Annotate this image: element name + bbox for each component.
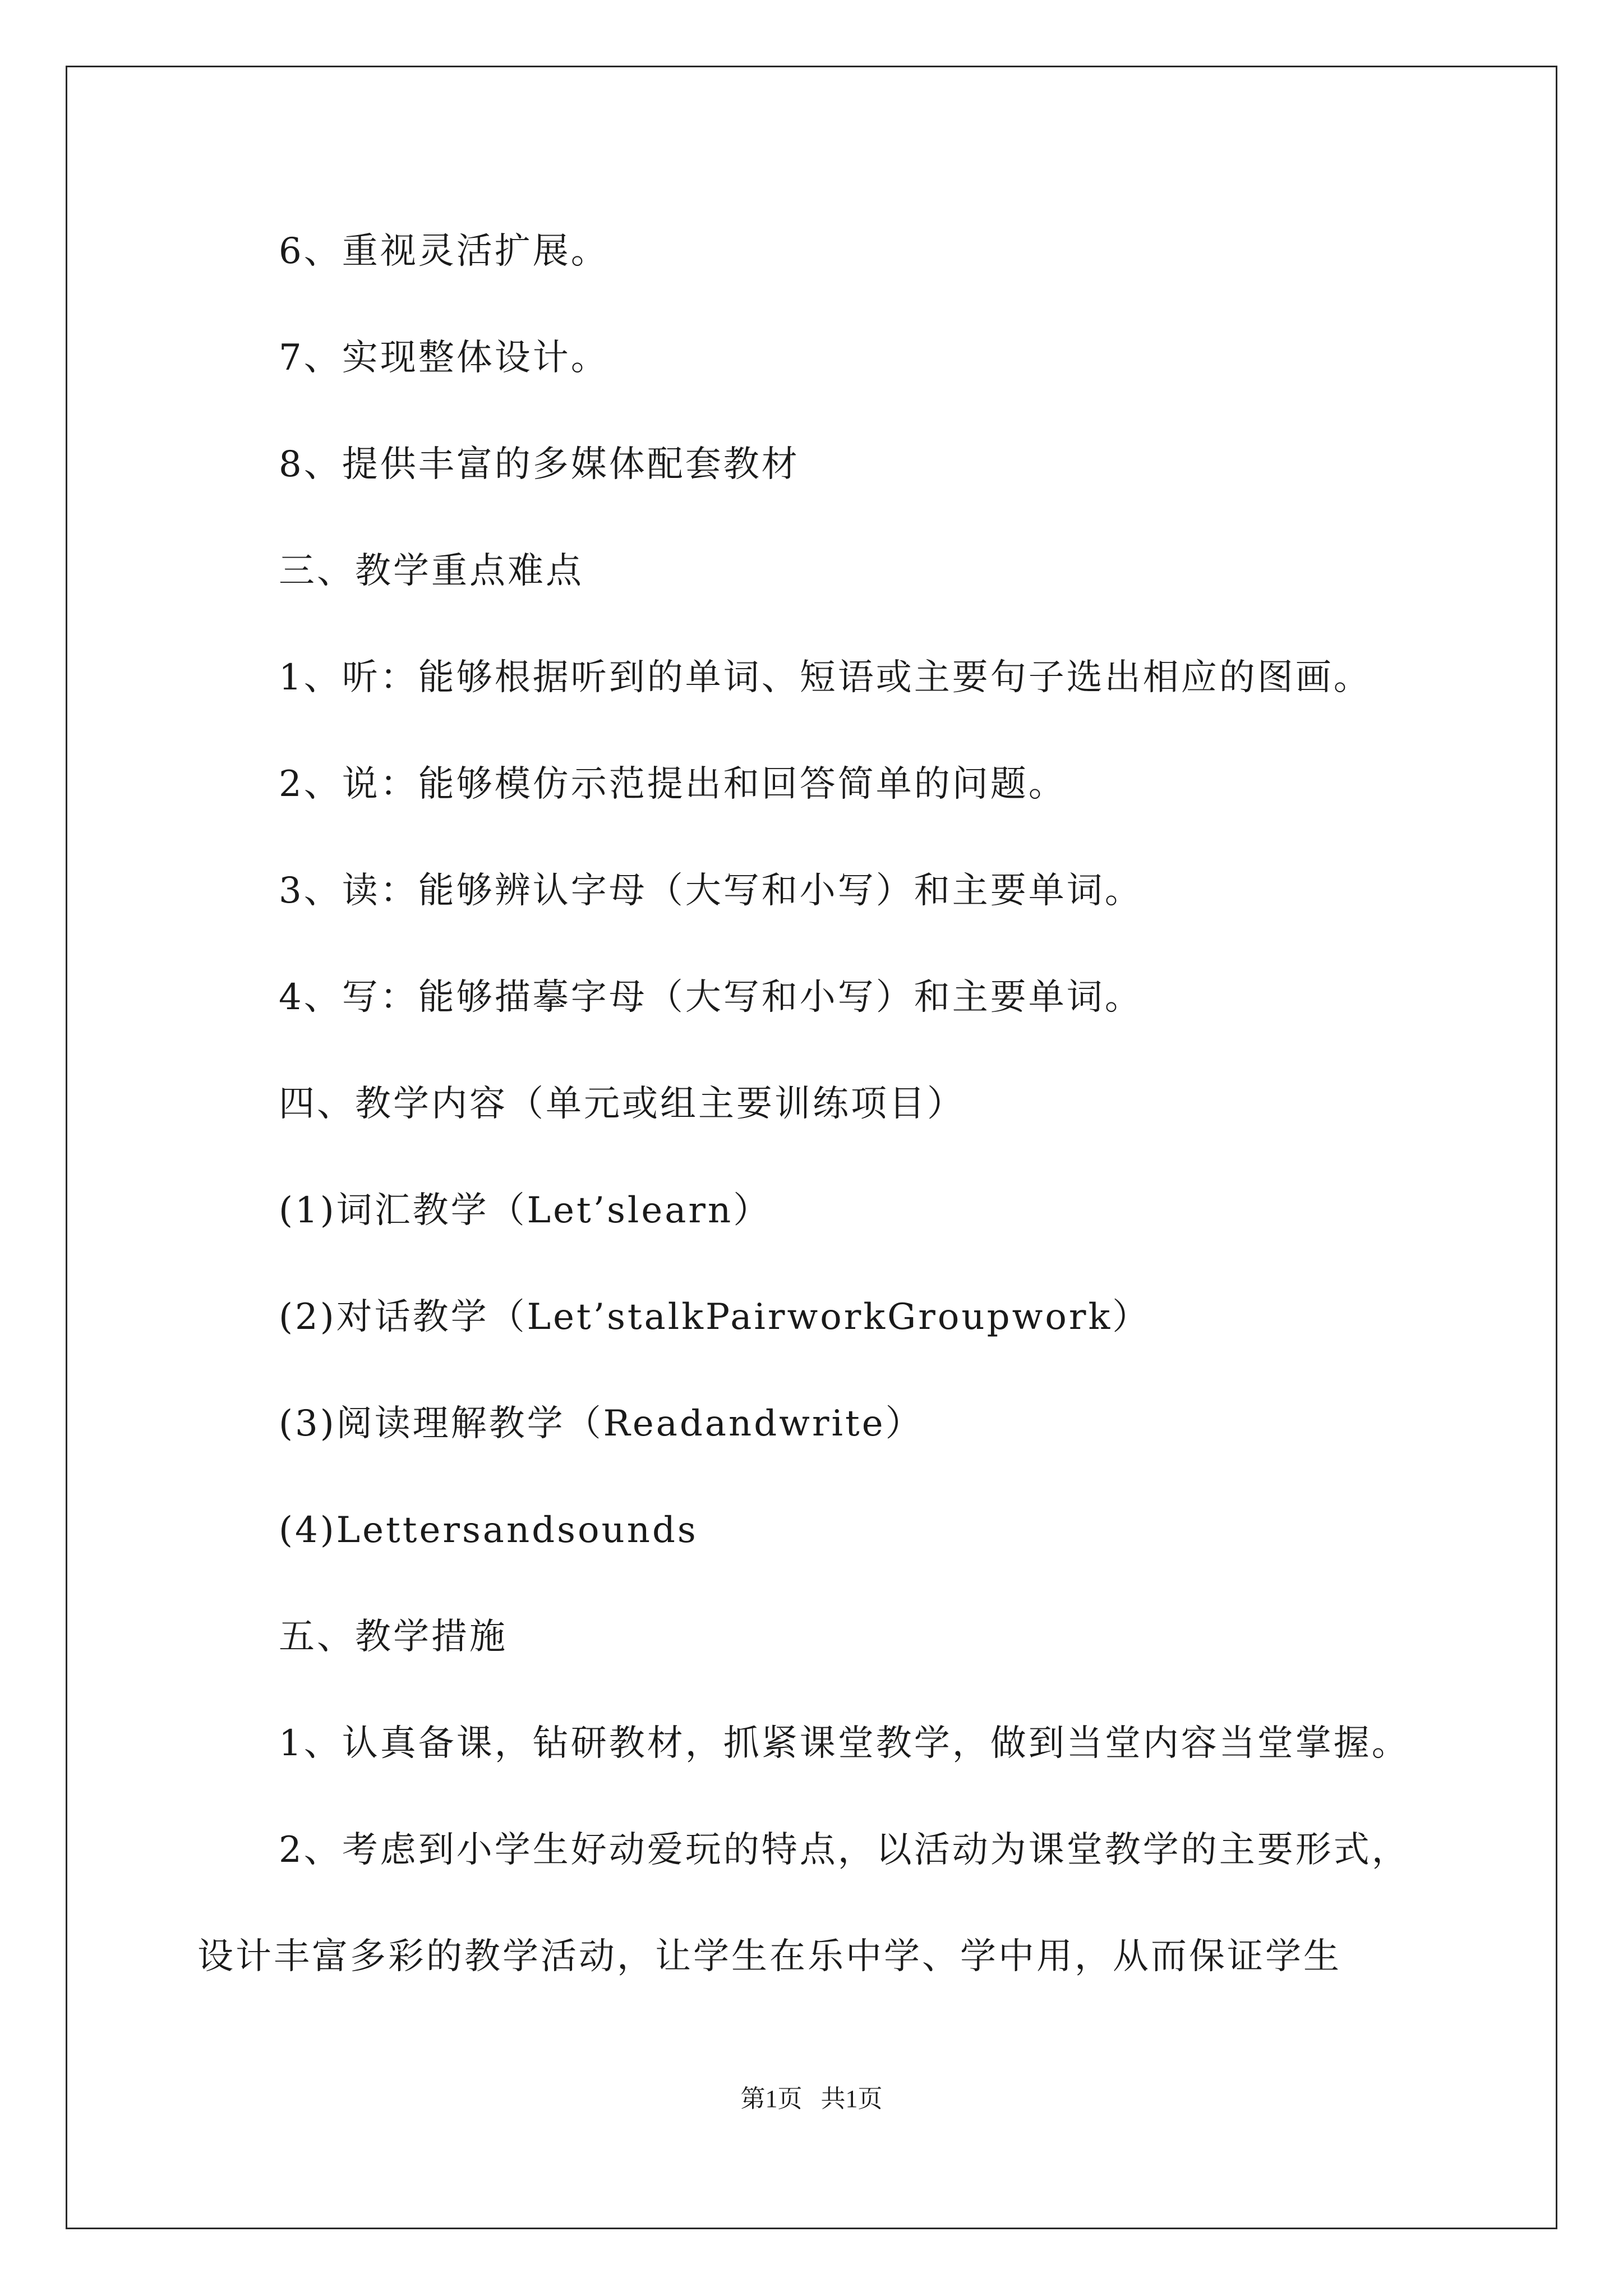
page-border bbox=[66, 66, 1557, 2229]
text-line: (4)Lettersandsounds bbox=[279, 1510, 698, 1551]
text-line: 6、重视灵活扩展。 bbox=[279, 231, 609, 272]
text-line: 2、说：能够模仿示范提出和回答简单的问题。 bbox=[279, 763, 1067, 805]
section-heading: 三、教学重点难点 bbox=[279, 550, 584, 592]
text-line: 3、读：能够辨认字母（大写和小写）和主要单词。 bbox=[279, 870, 1143, 912]
text-line: 4、写：能够描摹字母（大写和小写）和主要单词。 bbox=[279, 977, 1143, 1018]
text-line: 2、考虑到小学生好动爱玩的特点，以活动为课堂教学的主要形式， bbox=[279, 1829, 1410, 1871]
text-line: 1、认真备课，钻研教材，抓紧课堂教学，做到当堂内容当堂掌握。 bbox=[279, 1723, 1410, 1764]
text-line: 7、实现整体设计。 bbox=[279, 337, 609, 379]
section-heading: 五、教学措施 bbox=[279, 1616, 508, 1658]
text-line: 设计丰富多彩的教学活动，让学生在乐中学、学中用，从而保证学生 bbox=[197, 1936, 1341, 1977]
page-number-footer: 第1页 共1页 bbox=[740, 2085, 883, 2113]
text-line: (2)对话教学（Let’stalkPairworkGroupwork） bbox=[279, 1296, 1151, 1338]
text-line: 8、提供丰富的多媒体配套教材 bbox=[279, 444, 800, 485]
text-line: (1)词汇教学（Let’slearn） bbox=[279, 1190, 772, 1231]
text-line: 1、听：能够根据听到的单词、短语或主要句子选出相应的图画。 bbox=[279, 657, 1372, 698]
section-heading: 四、教学内容（单元或组主要训练项目） bbox=[279, 1083, 965, 1125]
text-line: (3)阅读理解教学（Readandwrite） bbox=[279, 1403, 924, 1444]
